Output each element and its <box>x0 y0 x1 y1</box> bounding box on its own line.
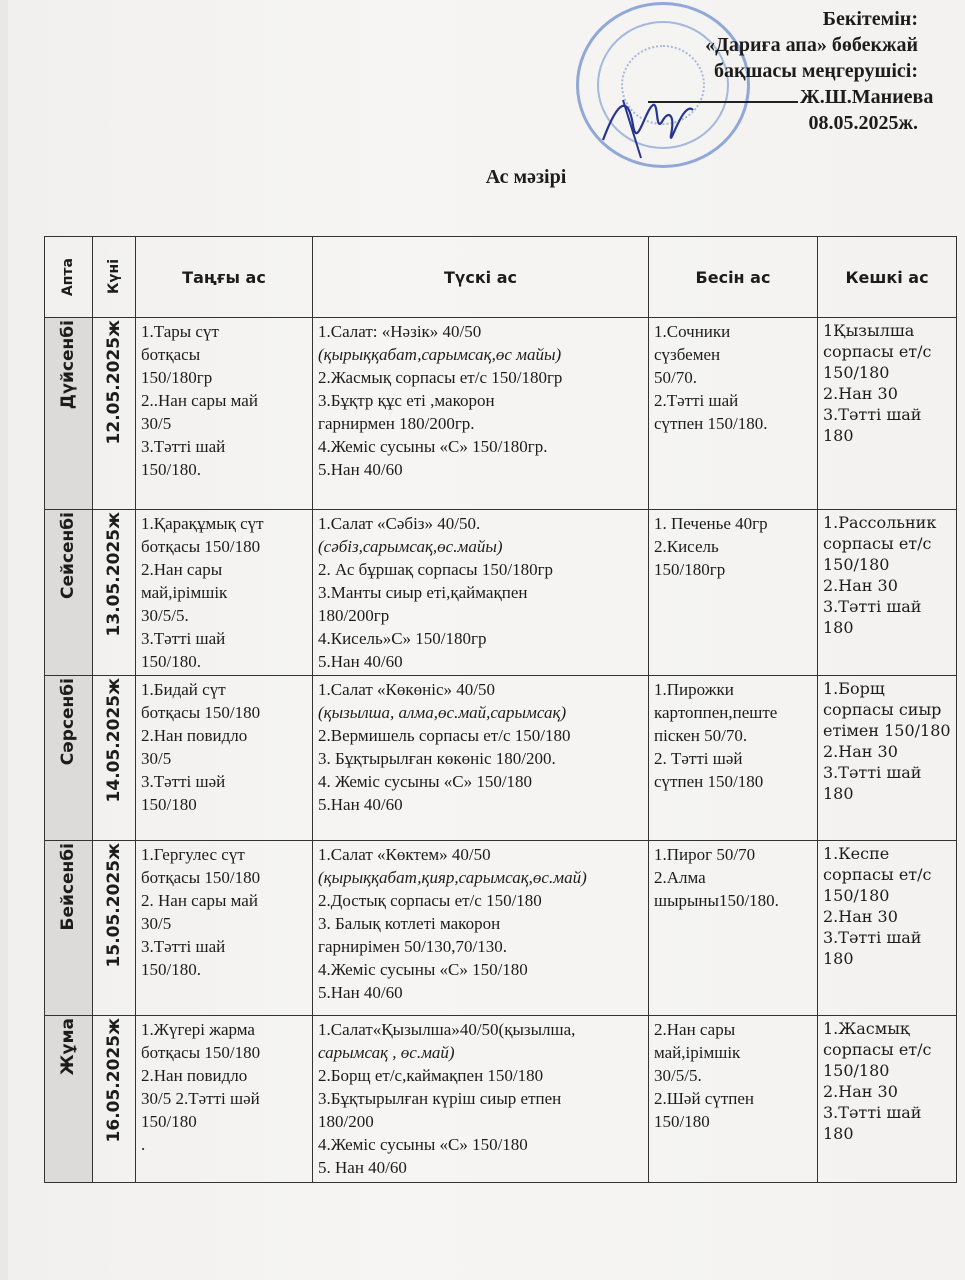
approval-date: 08.05.2025ж. <box>808 112 918 134</box>
breakfast-item-line: 3.Тәтті шай <box>141 437 226 456</box>
breakfast-item-line: 1.Тары сүт <box>141 322 219 341</box>
snack-item-line: сүтпен 150/180. <box>654 414 768 433</box>
lunch-item-line: 5.Нан 40/60 <box>318 795 403 814</box>
dinner-item-line: 1.Борщ <box>823 679 885 698</box>
dinner-item-line: сорпасы ет/с <box>823 865 932 884</box>
lunch-item-line: (қызылша, алма,өс.май,сарымсақ) <box>318 703 567 722</box>
lunch-item-line: 5.Нан 40/60 <box>318 983 403 1002</box>
menu-row <box>45 318 957 510</box>
lunch-item-line: сарымсақ , өс.май) <box>318 1043 455 1062</box>
dinner-item-line: 180 <box>823 426 854 445</box>
lunch-item-line: 2.Вермишель сорпасы ет/с 150/180 <box>318 726 571 745</box>
menu-row <box>45 841 957 1016</box>
header-lunch: Түскі ас <box>313 237 649 318</box>
breakfast-item-line: 2.Нан повидло <box>141 726 248 745</box>
dinner-item-line: 180 <box>823 784 854 803</box>
dinner-item-line: 3.Тәтті шай <box>823 405 922 424</box>
dinner-cell <box>818 510 957 676</box>
date-label: 14.05.2025ж <box>103 678 124 803</box>
lunch-item-line: (сәбіз,сарымсақ,өс.майы) <box>318 537 503 556</box>
breakfast-item-line: ботқасы <box>141 345 201 364</box>
dinner-item-line: 150/180 <box>823 363 890 382</box>
dinner-cell <box>818 841 957 1016</box>
lunch-item-line: 180/200гр <box>318 606 390 625</box>
breakfast-item-line: 150/180. <box>141 960 201 979</box>
breakfast-item-line: 1.Гергулес сүт <box>141 845 245 864</box>
breakfast-item-line: 2.Нан повидло <box>141 1066 248 1085</box>
lunch-item-line: 1.Салат: «Нәзік» 40/50 <box>318 322 482 341</box>
breakfast-item-line: ботқасы 150/180 <box>141 703 261 722</box>
dinner-item-line: 150/180 <box>823 555 890 574</box>
breakfast-item-line: 150/180. <box>141 652 201 671</box>
dinner-item-line: сорпасы сиыр <box>823 700 942 719</box>
lunch-item-line: (қырыққабат,қияр,сарымсақ,өс.май) <box>318 868 587 887</box>
snack-item-line: 1. Печенье 40гр <box>654 514 768 533</box>
lunch-item-line: 1.Салат«Қызылша»40/50(қызылша, <box>318 1020 576 1039</box>
breakfast-item-line: . <box>141 1135 146 1154</box>
lunch-item-line: 5.Нан 40/60 <box>318 652 403 671</box>
breakfast-item-line: 3.Тәтті шай <box>141 937 226 956</box>
weekday-label: Дүйсенбі <box>58 320 78 410</box>
lunch-item-line: гарнирмен 180/200гр. <box>318 414 475 433</box>
snack-item-line: 150/180 <box>654 1112 710 1131</box>
weekday-cell <box>45 676 93 841</box>
date-cell <box>93 841 136 1016</box>
snack-item-line: 2.Нан сары <box>654 1020 736 1039</box>
lunch-item-line: 3.Бұқтр құс еті ,макорон <box>318 391 495 410</box>
snack-item-line: шырыны150/180. <box>654 891 779 910</box>
lunch-item-line: 4. Жеміс сусыны «С» 150/180 <box>318 772 533 791</box>
weekday-label: Сейсенбі <box>58 512 78 599</box>
breakfast-item-line: ботқасы 150/180 <box>141 1043 261 1062</box>
snack-cell <box>649 510 818 676</box>
breakfast-item-line: 150/180 <box>141 1112 197 1131</box>
lunch-item-line: 3. Балық котлеті макорон <box>318 914 501 933</box>
snack-cell <box>649 841 818 1016</box>
lunch-cell <box>313 510 649 676</box>
dinner-item-line: 1.Рассольник <box>823 513 937 532</box>
breakfast-item-line: 150/180 <box>141 795 197 814</box>
breakfast-item-line: май,ірімшік <box>141 583 228 602</box>
breakfast-cell <box>136 318 313 510</box>
breakfast-item-line: 1.Жүгері жарма <box>141 1020 255 1039</box>
lunch-item-line: 180/200 <box>318 1112 374 1131</box>
dinner-item-line: 2.Нан 30 <box>823 907 898 926</box>
dinner-item-line: 2.Нан 30 <box>823 384 898 403</box>
lunch-item-line: 1.Салат «Сәбіз» 40/50. <box>318 514 481 533</box>
weekday-cell <box>45 1016 93 1183</box>
menu-row <box>45 510 957 676</box>
date-cell <box>93 318 136 510</box>
dinner-item-line: 150/180 <box>823 886 890 905</box>
date-cell <box>93 1016 136 1183</box>
date-label: 12.05.2025ж <box>103 320 124 445</box>
head-title: бақшасы меңгерушісі: <box>713 60 918 82</box>
header-dinner: Кешкі ас <box>818 237 957 318</box>
lunch-item-line: 3.Манты сиыр еті,қаймақпен <box>318 583 528 602</box>
weekday-label: Сәрсенбі <box>58 678 78 766</box>
dinner-item-line: 3.Тәтті шай <box>823 1103 922 1122</box>
lunch-cell <box>313 1016 649 1183</box>
dinner-item-line: 180 <box>823 1124 854 1143</box>
breakfast-item-line: 1.Бидай сүт <box>141 680 226 699</box>
weekday-cell <box>45 318 93 510</box>
header-breakfast: Таңғы ас <box>136 237 313 318</box>
weekday-label: Бейсенбі <box>58 843 78 931</box>
dinner-item-line: 2.Нан 30 <box>823 576 898 595</box>
snack-item-line: 2.Кисель <box>654 537 719 556</box>
snack-item-line: 2.Тәтті шай <box>654 391 739 410</box>
lunch-item-line: 2.Достық сорпасы ет/с 150/180 <box>318 891 542 910</box>
snack-cell <box>649 1016 818 1183</box>
dinner-cell <box>818 318 957 510</box>
breakfast-item-line: 2..Нан сары май <box>141 391 258 410</box>
dinner-cell <box>818 1016 957 1183</box>
signature-line <box>648 101 798 103</box>
menu-row <box>45 676 957 841</box>
dinner-item-line: 3.Тәтті шай <box>823 763 922 782</box>
dinner-item-line: 3.Тәтті шай <box>823 597 922 616</box>
menu-table <box>44 236 957 1183</box>
dinner-item-line: сорпасы ет/с <box>823 1040 932 1059</box>
breakfast-item-line: ботқасы 150/180 <box>141 537 261 556</box>
breakfast-item-line: 2.Нан сары <box>141 560 223 579</box>
lunch-item-line: 5. Нан 40/60 <box>318 1158 407 1177</box>
breakfast-item-line: 30/5 <box>141 749 172 768</box>
lunch-item-line: 3.Бұқтырылған күріш сиыр етпен <box>318 1089 562 1108</box>
header-week: Апта <box>45 237 93 318</box>
snack-item-line: 2. Тәтті шәй <box>654 749 743 768</box>
lunch-item-line: 3. Бұқтырылған көкөніс 180/200. <box>318 749 556 768</box>
snack-item-line: 2.Шәй сүтпен <box>654 1089 755 1108</box>
snack-item-line: сүзбемен <box>654 345 721 364</box>
breakfast-cell <box>136 841 313 1016</box>
weekday-label: Жұма <box>58 1018 78 1076</box>
dinner-item-line: етімен 150/180 <box>823 721 951 740</box>
menu-title: Ас мәзірі <box>485 166 567 188</box>
snack-item-line: 150/180гр <box>654 560 726 579</box>
snack-item-line: 1.Пирог 50/70 <box>654 845 756 864</box>
date-cell <box>93 676 136 841</box>
snack-item-line: май,ірімшік <box>654 1043 741 1062</box>
date-label: 16.05.2025ж <box>103 1018 124 1143</box>
dinner-item-line: 1.Кеспе <box>823 844 890 863</box>
dinner-item-line: сорпасы ет/с <box>823 534 932 553</box>
document-page <box>8 0 965 1280</box>
snack-item-line: 1.Сочники <box>654 322 731 341</box>
lunch-item-line: 4.Жеміс сусыны «С» 150/180 <box>318 960 528 979</box>
approval-block <box>648 6 934 136</box>
lunch-item-line: 1.Салат «Көкөніс» 40/50 <box>318 680 495 699</box>
dinner-item-line: 150/180 <box>823 1061 890 1080</box>
lunch-item-line: 2.Борщ ет/с,каймақпен 150/180 <box>318 1066 544 1085</box>
dinner-cell <box>818 676 957 841</box>
snack-item-line: 2.Алма <box>654 868 706 887</box>
breakfast-cell <box>136 1016 313 1183</box>
breakfast-item-line: 3.Тәтті шәй <box>141 772 226 791</box>
dinner-item-line: 3.Тәтті шай <box>823 928 922 947</box>
lunch-cell <box>313 676 649 841</box>
snack-item-line: сүтпен 150/180 <box>654 772 764 791</box>
date-label: 15.05.2025ж <box>103 843 124 968</box>
lunch-item-line: гарнирімен 50/130,70/130. <box>318 937 508 956</box>
breakfast-item-line: 2. Нан сары май <box>141 891 258 910</box>
dinner-item-line: 180 <box>823 618 854 637</box>
breakfast-item-line: 30/5 2.Тәтті шәй <box>141 1089 260 1108</box>
breakfast-item-line: 1.Қарақұмық сүт <box>141 514 264 533</box>
approval-heading: Бекітемін: <box>822 8 918 30</box>
breakfast-item-line: ботқасы 150/180 <box>141 868 261 887</box>
breakfast-cell <box>136 510 313 676</box>
weekday-cell <box>45 510 93 676</box>
snack-item-line: 1.Пирожки <box>654 680 734 699</box>
snack-cell <box>649 318 818 510</box>
date-cell <box>93 510 136 676</box>
breakfast-cell <box>136 676 313 841</box>
lunch-cell <box>313 318 649 510</box>
breakfast-item-line: 150/180гр <box>141 368 213 387</box>
dinner-item-line: 1Қызылша <box>823 321 915 340</box>
lunch-item-line: 1.Салат «Көктем» 40/50 <box>318 845 491 864</box>
lunch-item-line: 5.Нан 40/60 <box>318 460 403 479</box>
breakfast-item-line: 30/5/5. <box>141 606 189 625</box>
head-name: Ж.Ш.Маниева <box>800 86 934 108</box>
dinner-item-line: сорпасы ет/с <box>823 342 932 361</box>
header-day: Күні <box>93 237 136 318</box>
menu-row <box>45 1016 957 1183</box>
snack-item-line: картоппен,пеште <box>654 703 778 722</box>
dinner-item-line: 1.Жасмық <box>823 1019 910 1038</box>
dinner-item-line: 180 <box>823 949 854 968</box>
kindergarten-name: «Дариға апа» бөбекжай <box>705 34 918 56</box>
lunch-item-line: 4.Жеміс сусыны «С» 150/180 <box>318 1135 528 1154</box>
header-snack: Бесін ас <box>649 237 818 318</box>
dinner-item-line: 2.Нан 30 <box>823 742 898 761</box>
lunch-item-line: (қырыққабат,сарымсақ,өс майы) <box>318 345 562 364</box>
lunch-item-line: 2.Жасмық сорпасы ет/с 150/180гр <box>318 368 563 387</box>
weekday-cell <box>45 841 93 1016</box>
lunch-item-line: 4.Жеміс сусыны «С» 150/180гр. <box>318 437 548 456</box>
snack-item-line: 30/5/5. <box>654 1066 702 1085</box>
header-row <box>45 237 957 318</box>
snack-item-line: 50/70. <box>654 368 697 387</box>
breakfast-item-line: 30/5 <box>141 414 172 433</box>
dinner-item-line: 2.Нан 30 <box>823 1082 898 1101</box>
breakfast-item-line: 150/180. <box>141 460 201 479</box>
lunch-cell <box>313 841 649 1016</box>
breakfast-item-line: 3.Тәтті шай <box>141 629 226 648</box>
snack-item-line: піскен 50/70. <box>654 726 748 745</box>
lunch-item-line: 4.Кисель»С» 150/180гр <box>318 629 487 648</box>
breakfast-item-line: 30/5 <box>141 914 172 933</box>
lunch-item-line: 2. Ас бұршақ сорпасы 150/180гр <box>318 560 554 579</box>
snack-cell <box>649 676 818 841</box>
date-label: 13.05.2025ж <box>103 512 124 637</box>
